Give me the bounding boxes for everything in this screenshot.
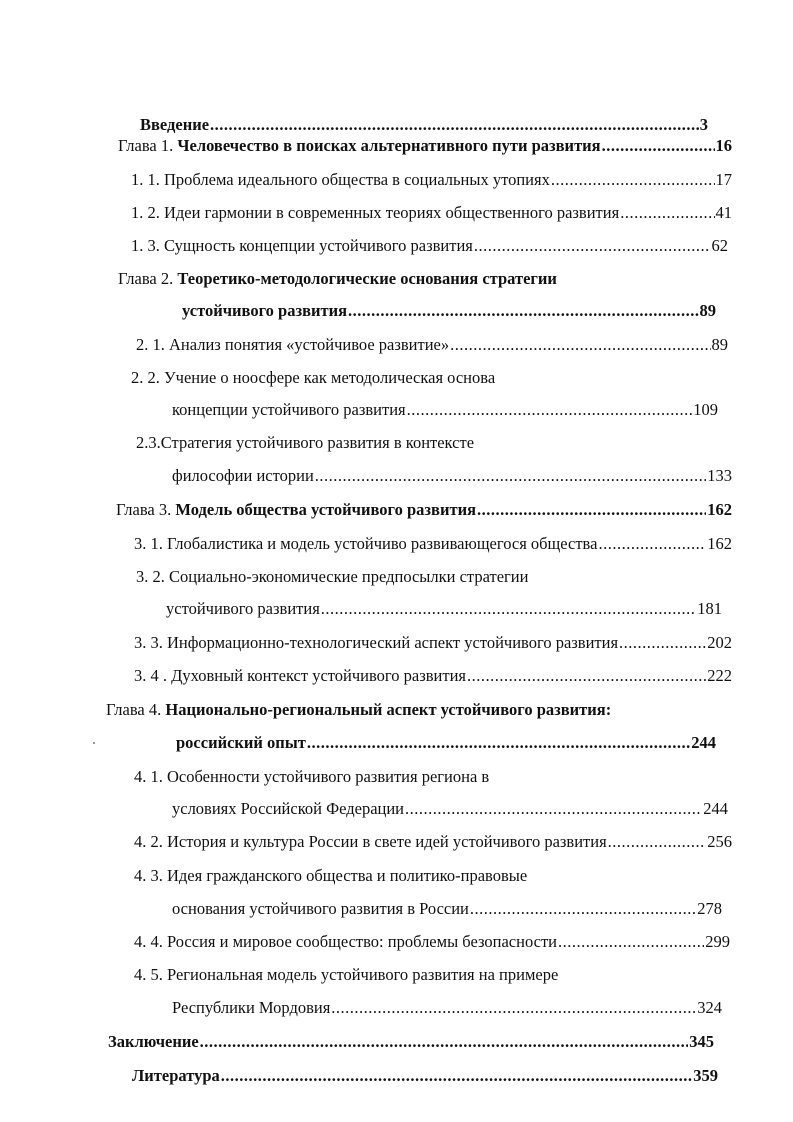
toc-entry xyxy=(134,534,732,554)
toc-entry-title: условиях Российской Федерации xyxy=(172,799,405,818)
scan-speck xyxy=(93,742,95,744)
toc-entry xyxy=(140,115,708,135)
dot-leader xyxy=(602,136,715,156)
toc-entry-title: 1. 3. Сущность концепции устойчивого развития xyxy=(131,236,473,255)
toc-entry-page: 162 xyxy=(707,534,732,553)
toc-entry-page: 256 xyxy=(707,832,732,851)
dot-leader xyxy=(470,899,696,919)
toc-entry xyxy=(134,932,730,952)
dot-leader xyxy=(221,1066,692,1086)
toc-entry-title: 1. 2. Идеи гармонии в современных теориях общественного развития xyxy=(131,203,620,222)
toc-entry-title: 4. 2. История и культура России в свете идей устойчивого развития xyxy=(134,832,607,851)
chapter-prefix: Глава 3. xyxy=(116,500,176,519)
dot-leader xyxy=(598,534,706,554)
toc-entry-title: философии истории xyxy=(172,466,314,485)
toc-entry xyxy=(136,335,728,355)
toc-entry-title: 4. 3. Идея гражданского общества и политико-правовые xyxy=(134,866,528,885)
toc-entry xyxy=(108,1032,714,1052)
toc-entry xyxy=(131,236,728,256)
toc-entry-page: 244 xyxy=(703,799,728,818)
dot-leader xyxy=(551,170,715,190)
dot-leader xyxy=(315,466,706,486)
toc-entry-title: Национально-региональный аспект устойчивого развития: xyxy=(165,700,612,719)
dot-leader xyxy=(467,666,706,686)
toc-entry-title: 4. 5. Региональная модель устойчивого развития на примере xyxy=(134,965,559,984)
toc-entry-title: Республики Мордовия xyxy=(172,998,331,1017)
toc-entry-title: 2. 2. Учение о ноосфере как методолическая основа xyxy=(131,368,496,387)
toc-entry-title: Теоретико-методологические основания стратегии xyxy=(177,269,557,288)
toc-entry-page: 202 xyxy=(707,633,732,652)
toc-entry xyxy=(172,899,722,919)
toc-entry-page: 222 xyxy=(707,666,732,685)
dot-leader xyxy=(331,998,696,1018)
toc-entry xyxy=(182,301,716,321)
toc-entry-title: устойчивого развития xyxy=(166,599,320,618)
dot-leader xyxy=(450,335,710,355)
toc-entry xyxy=(176,733,716,753)
toc-entry-title: концепции устойчивого развития xyxy=(172,400,406,419)
chapter-prefix: Глава 1. xyxy=(118,136,178,155)
toc-entry-title: Человечество в поисках альтернативного пути развития xyxy=(177,136,601,155)
toc-entry-title: Введение xyxy=(140,115,210,134)
toc-entry xyxy=(134,866,694,886)
toc-entry-page: 109 xyxy=(693,400,718,419)
toc-entry xyxy=(134,965,694,985)
dot-leader xyxy=(200,1032,689,1052)
toc-entry xyxy=(134,832,732,852)
toc-entry-title: устойчивого развития xyxy=(182,301,348,320)
dot-leader xyxy=(620,203,714,223)
toc-entry-page: 62 xyxy=(711,236,728,255)
dot-leader xyxy=(407,400,693,420)
toc-entry-page: 359 xyxy=(693,1066,718,1085)
toc-entry-title: 4. 1. Особенности устойчивого развития региона в xyxy=(134,767,490,786)
toc-entry xyxy=(132,1066,718,1086)
toc-entry-page: 345 xyxy=(689,1032,714,1051)
toc-chapter-entry xyxy=(106,700,746,720)
toc-entry-page: 133 xyxy=(707,466,732,485)
toc-chapter-entry xyxy=(118,269,678,289)
toc-entry-title: 3. 3. Информационно-технологический аспект устойчивого развития xyxy=(134,633,619,652)
dot-leader xyxy=(558,932,704,952)
toc-entry-title: 3. 2. Социально-экономические предпосылки стратегии xyxy=(136,567,529,586)
dot-leader xyxy=(321,599,696,619)
toc-entry xyxy=(172,799,728,819)
toc-entry xyxy=(134,633,732,653)
toc-entry-page: 299 xyxy=(705,932,730,951)
dot-leader xyxy=(477,500,706,520)
toc-entry-page: 17 xyxy=(715,170,732,189)
toc-entry xyxy=(136,433,696,453)
toc-entry-page: 89 xyxy=(699,301,716,320)
toc-chapter-entry xyxy=(116,500,732,520)
toc-entry-page: 324 xyxy=(697,998,722,1017)
toc-entry-title: Модель общества устойчивого развития xyxy=(175,500,477,519)
toc-entry xyxy=(134,666,732,686)
toc-entry-title: основания устойчивого развития в России xyxy=(172,899,469,918)
dot-leader xyxy=(405,799,702,819)
toc-entry-title: 3. 1. Глобалистика и модель устойчиво развивающегося общества xyxy=(134,534,598,553)
toc-entry-page: 89 xyxy=(711,335,728,354)
toc-entry-page: 278 xyxy=(697,899,722,918)
toc-entry xyxy=(172,466,732,486)
toc-entry xyxy=(166,599,722,619)
dot-leader xyxy=(348,301,698,321)
toc-entry-title: российский опыт xyxy=(176,733,306,752)
toc-entry-title: 2. 1. Анализ понятия «устойчивое развитие» xyxy=(136,335,450,354)
toc-entry-title: 1. 1. Проблема идеального общества в социальных утопиях xyxy=(131,170,550,189)
toc-entry-title: Литература xyxy=(132,1066,220,1085)
toc-entry-page: 41 xyxy=(715,203,732,222)
toc-entry xyxy=(131,203,732,223)
toc-entry-page: 181 xyxy=(697,599,722,618)
toc-entry xyxy=(131,368,691,388)
dot-leader xyxy=(307,733,690,753)
toc-entry xyxy=(172,998,722,1018)
chapter-prefix: Глава 4. xyxy=(106,700,166,719)
dot-leader xyxy=(474,236,711,256)
toc-entry xyxy=(131,170,732,190)
dot-leader xyxy=(210,115,699,135)
chapter-prefix: Глава 2. xyxy=(118,269,178,288)
toc-entry-title: 3. 4 . Духовный контекст устойчивого развития xyxy=(134,666,466,685)
toc-entry-page: 16 xyxy=(715,136,732,155)
toc-entry-title: 4. 4. Россия и мировое сообщество: проблемы безопасности xyxy=(134,932,557,951)
toc-entry-page: 3 xyxy=(699,115,708,134)
toc-entry xyxy=(134,767,694,787)
toc-entry-page: 244 xyxy=(691,733,716,752)
toc-entry xyxy=(172,400,718,420)
toc-entry-title: Заключение xyxy=(108,1032,199,1051)
dot-leader xyxy=(608,832,707,852)
toc-chapter-entry xyxy=(118,136,732,156)
dot-leader xyxy=(619,633,706,653)
toc-entry xyxy=(136,567,696,587)
toc-entry-page: 162 xyxy=(707,500,732,519)
toc-entry-title: 2.3.Стратегия устойчивого развития в контексте xyxy=(136,433,475,452)
